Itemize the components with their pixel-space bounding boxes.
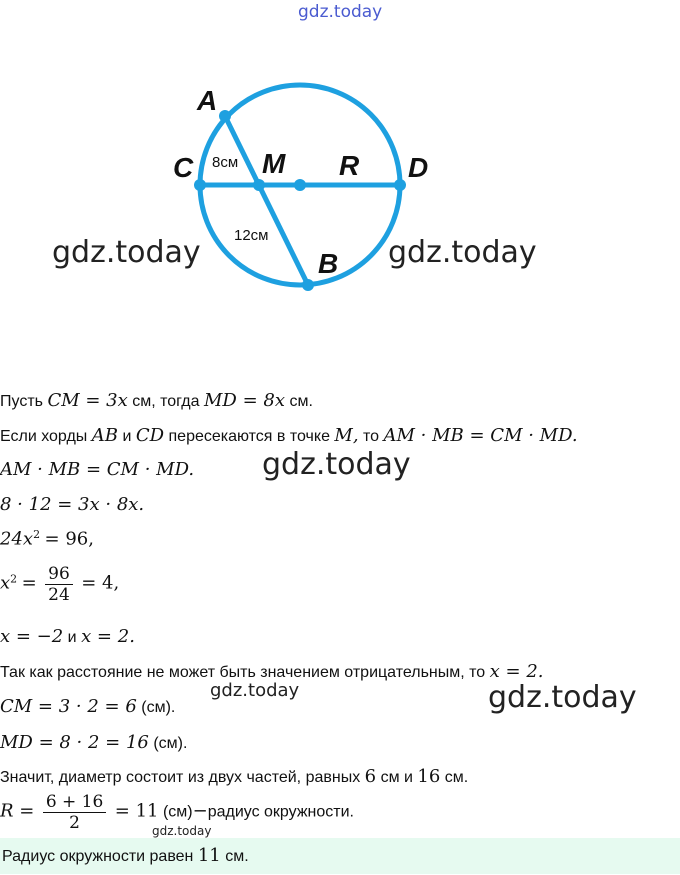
segment-am-label: 8см [212,154,239,171]
chord-ab [225,116,308,285]
watermark-left: gdz.today [52,235,201,270]
solution-line-1: Пусть CM = 3x см, тогда MD = 8x см. [0,390,313,411]
solution-line-11: Значит, диаметр состоит из двух частей, равных 6 см и 16 см. [0,766,469,787]
point-b [302,279,314,291]
watermark-top: gdz.today [298,2,383,22]
label-c: C [173,152,194,183]
solution-line-4: 8 · 12 = 3x · 8x. [0,494,145,515]
solution-line-12: R = $\frac{6 + 16}{2}$ = 11 (см)−радиус окружности. [0,792,354,833]
solution-line-10: MD = 8 · 2 = 16 (см). [0,732,188,753]
label-b: B [318,248,339,279]
watermark-small: gdz.today [210,680,300,701]
solution-line-6: $x^2$ = $\frac{96}{24}$ = 4, [0,564,120,605]
point-c [194,179,206,191]
segment-mb-label: 12см [234,227,269,244]
label-r: R [339,150,360,181]
solution-line-2: Если хорды AB и CD пересекаются в точке M, то AM · MB = CM · MD. [0,425,578,446]
solution-line-7: x = −2 и x = 2. [0,626,135,647]
label-d: D [408,152,429,183]
solution-line-3: AM · MB = CM · MD. [0,459,195,480]
point-a [219,110,231,122]
watermark-right-2: gdz.today [488,680,637,715]
point-center [294,179,306,191]
solution-line-8: Так как расстояние не может быть значением отрицательным, то x = 2. [0,661,544,682]
solution-line-5: $24x^2 = 96$, [0,528,94,550]
label-a: A [197,85,218,116]
watermark-middle: gdz.today [262,447,411,482]
label-m: M [262,148,286,179]
watermark-right: gdz.today [388,235,537,270]
solution-line-9: CM = 3 · 2 = 6 (см). [0,696,176,717]
watermark-tiny: gdz.today [152,824,212,838]
answer-box: Радиус окружности равен 11 см. [0,838,680,874]
point-m [253,179,265,191]
fraction-radius: $\frac{6 + 16}{2}$ [43,792,107,833]
point-d [394,179,406,191]
fraction-96-24: $\frac{96}{24}$ [45,564,73,605]
